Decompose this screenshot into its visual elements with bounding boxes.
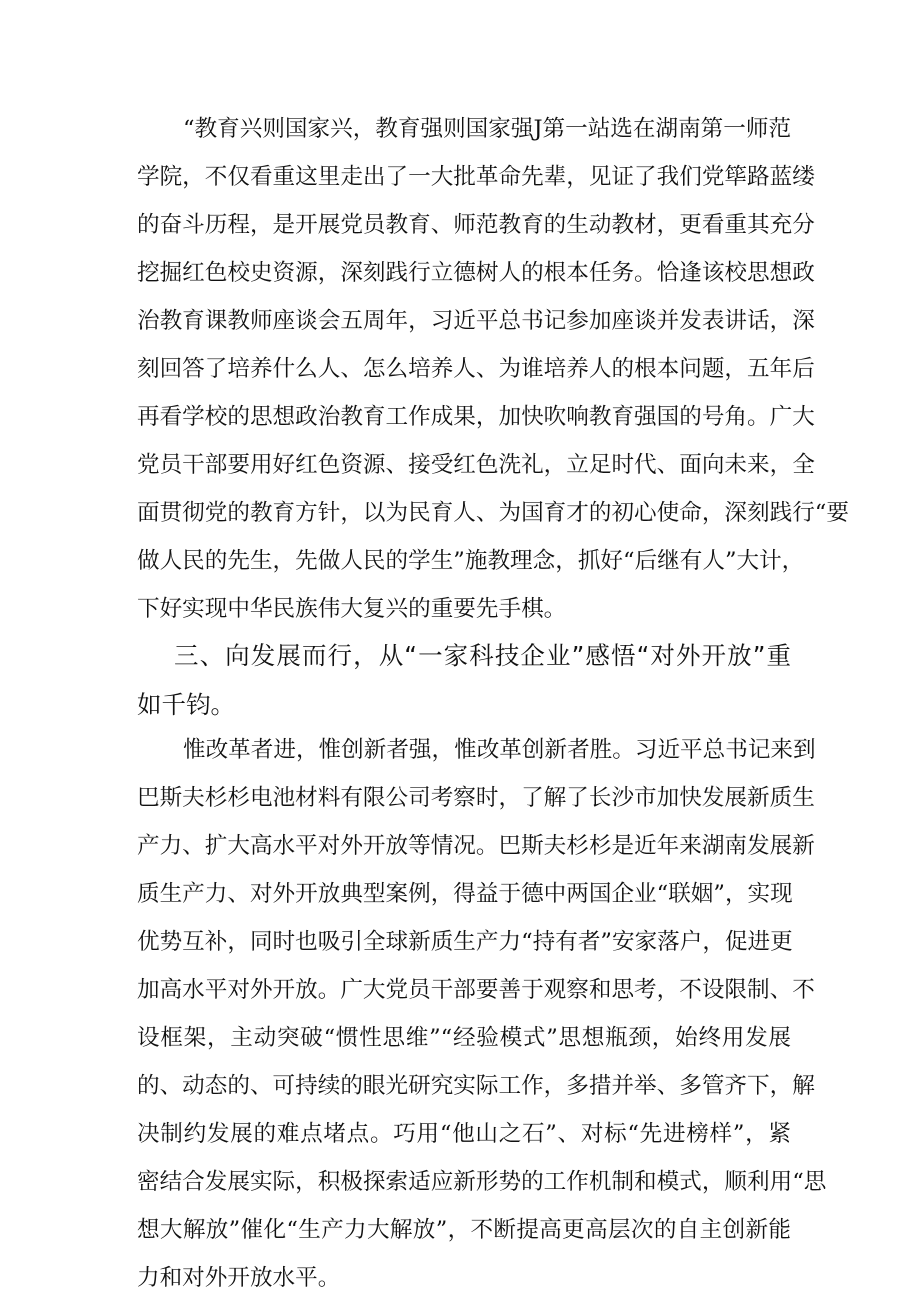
text-line: 决制约发展的难点堵点。巧用“他山之石”、对标“先进榜样”，紧 [137,1121,791,1147]
text-line: 设框架，主动突破“惯性思维”“经验模式”思想瓶颈，始终用发展 [137,1025,791,1051]
text-line: 力和对外开放水平。 [137,1265,341,1291]
text-line: 质生产力、对外开放典型案例，得益于德中两国企业“联姻”，实现 [137,881,793,907]
text-line: 挖掘红色校史资源，深刻践行立德树人的根本任务。恰逢该校思想政 [137,260,815,286]
text-line: 加高水平对外开放。广大党员干部要善于观察和思考，不设限制、不 [137,977,815,1003]
heading-line: 三、向发展而行，从“一家科技企业”感悟“对外开放”重 [174,641,791,670]
text-line: 的奋斗历程，是开展党员教育、师范教育的生动教材，更看重其充分 [137,212,815,238]
text-line: 治教育课教师座谈会五周年，习近平总书记参加座谈并发表讲话，深 [137,308,815,334]
text-line: 再看学校的思想政治教育工作成果，加快吹响教育强国的号角。广大 [137,404,815,430]
text-line: 想大解放”催化“生产力大解放”，不断提高更高层次的自主创新能 [137,1217,791,1243]
text-line: 巴斯夫杉杉电池材料有限公司考察时，了解了长沙市加快发展新质生 [137,785,815,811]
text-line: 的、动态的、可持续的眼光研究实际工作，多措并举、多管齐下，解 [137,1073,815,1099]
text-line: 密结合发展实际，积极探索适应新形势的工作机制和模式，顺利用“思 [137,1169,827,1195]
text-line: 惟改革者进，惟创新者强，惟改革创新者胜。习近平总书记来到 [183,737,816,763]
text-line: 学院，不仅看重这里走出了一大批革命先辈，见证了我们党筚路蓝缕 [137,164,815,190]
text-line: 做人民的先生，先做人民的学生”施教理念，抓好“后继有人”大计， [137,548,805,574]
text-line: 刻回答了培养什么人、怎么培养人、为谁培养人的根本问题，五年后 [137,356,815,382]
heading-line: 如千钧。 [137,690,235,719]
text-line: 面贯彻党的教育方针，以为民育人、为国育才的初心使命，深刻践行“要 [137,500,849,526]
text-line: 党员干部要用好红色资源、接受红色洗礼，立足时代、面向未来，全 [137,452,815,478]
text-line: 下好实现中华民族伟大复兴的重要先手棋。 [137,596,567,622]
text-line: 产力、扩大高水平对外开放等情况。巴斯夫杉杉是近年来湖南发展新 [137,833,815,859]
text-line: “教育兴则国家兴，教育强则国家强J第一站选在湖南第一师范 [183,116,792,142]
text-line: 优势互补，同时也吸引全球新质生产力“持有者”安家落户，促进更 [137,929,793,955]
